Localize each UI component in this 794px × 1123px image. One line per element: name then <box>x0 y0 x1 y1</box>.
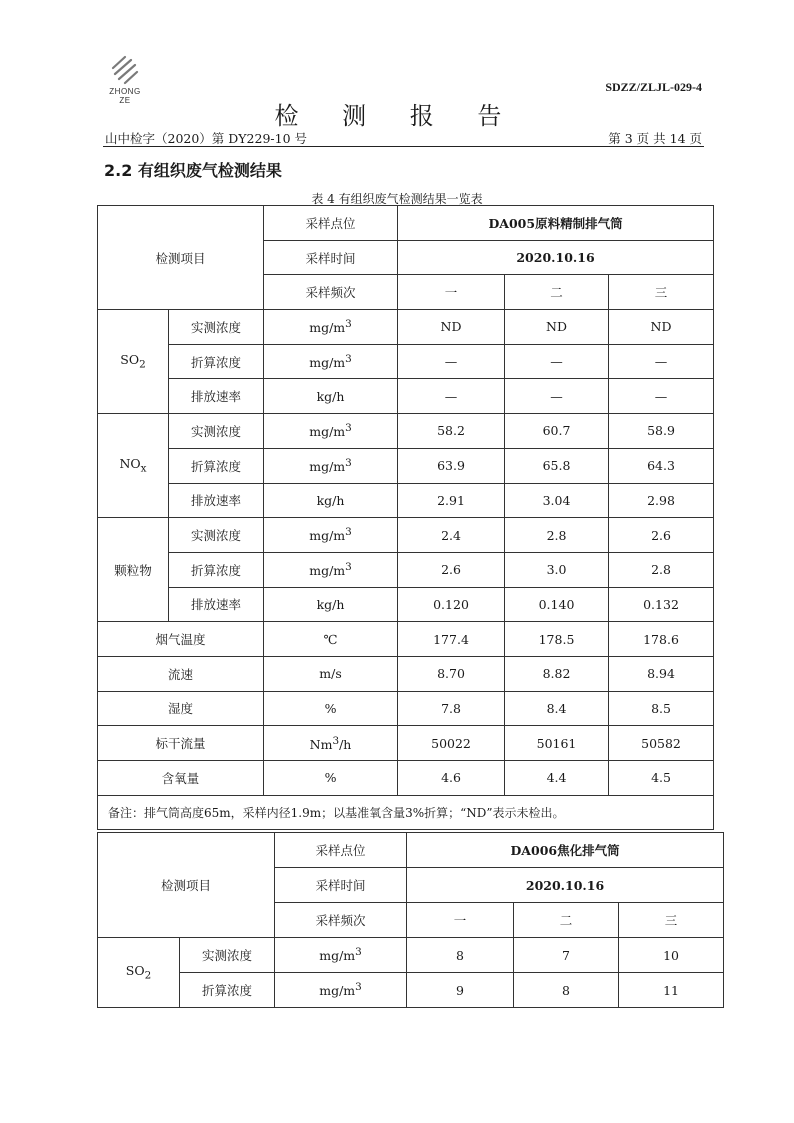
value-cell: — <box>398 344 505 379</box>
row-label: 折算浓度 <box>169 344 264 379</box>
value-cell: 4.5 <box>609 761 714 796</box>
pollutant-so2: $SO_2$ <box>98 310 169 414</box>
value-cell: 60.7 <box>505 414 609 449</box>
freq-1: 一 <box>398 275 505 310</box>
table-row <box>98 344 714 379</box>
value-cell: 177.4 <box>398 622 505 657</box>
sampling-point-value: DA006焦化排气筒 <box>407 833 724 868</box>
sampling-time-label: 采样时间 <box>264 240 398 275</box>
freq-3: 三 <box>609 275 714 310</box>
unit-cell: Nm$^3$/h <box>264 726 398 761</box>
row-label: 排放速率 <box>169 483 264 518</box>
table-note: 备注：排气筒高度65m，采样内径1.9m；以基准氧含量3%折算；“ND”表示未检出。 <box>98 795 714 830</box>
unit-cell: kg/h <box>264 483 398 518</box>
unit-cell: $mg/m^3$ <box>275 973 407 1008</box>
table-row <box>98 795 714 830</box>
unit-cell: $mg/m^3$ <box>264 448 398 483</box>
table-row <box>98 379 714 414</box>
value-cell: ND <box>609 310 714 345</box>
row-label: 折算浓度 <box>169 552 264 587</box>
table-row <box>98 448 714 483</box>
table-row <box>98 656 714 691</box>
value-cell: 8.94 <box>609 656 714 691</box>
value-cell: 58.9 <box>609 414 714 449</box>
row-label: 折算浓度 <box>180 973 275 1008</box>
value-cell: 7.8 <box>398 691 505 726</box>
value-cell: 0.132 <box>609 587 714 622</box>
header-divider <box>103 146 704 147</box>
unit-cell: $mg/m^3$ <box>264 518 398 553</box>
unit-cell: $mg/m^3$ <box>264 344 398 379</box>
sampling-freq-label: 采样频次 <box>264 275 398 310</box>
unit-cell: % <box>264 761 398 796</box>
table-caption: 表 4 有组织废气检测结果一览表 <box>311 192 483 206</box>
value-cell: 7 <box>514 938 619 973</box>
row-label: 排放速率 <box>169 379 264 414</box>
sampling-freq-label: 采样频次 <box>275 903 407 938</box>
value-cell: 3.0 <box>505 552 609 587</box>
unit-cell: $mg/m^3$ <box>264 552 398 587</box>
value-cell: 2.91 <box>398 483 505 518</box>
document-code: SDZZ/ZLJL-029-4 <box>605 80 702 94</box>
table-row <box>98 726 714 761</box>
value-cell: 178.6 <box>609 622 714 657</box>
row-label: 实测浓度 <box>169 414 264 449</box>
value-cell: 63.9 <box>398 448 505 483</box>
param-oxygen: 含氧量 <box>98 761 264 796</box>
value-cell: 64.3 <box>609 448 714 483</box>
value-cell: 4.6 <box>398 761 505 796</box>
value-cell: 50161 <box>505 726 609 761</box>
param-humidity: 湿度 <box>98 691 264 726</box>
value-cell: — <box>505 379 609 414</box>
test-item-header: 检测项目 <box>98 833 275 938</box>
value-cell: — <box>505 344 609 379</box>
value-cell: 0.140 <box>505 587 609 622</box>
value-cell: 8.4 <box>505 691 609 726</box>
param-velocity: 流速 <box>98 656 264 691</box>
value-cell: 4.4 <box>505 761 609 796</box>
sampling-time-label: 采样时间 <box>275 868 407 903</box>
value-cell: 178.5 <box>505 622 609 657</box>
value-cell: 9 <box>407 973 514 1008</box>
unit-cell: kg/h <box>264 379 398 414</box>
param-dry-flow: 标干流量 <box>98 726 264 761</box>
value-cell: — <box>609 344 714 379</box>
results-table-da005 <box>97 205 714 830</box>
table-row <box>98 310 714 345</box>
value-cell: 3.04 <box>505 483 609 518</box>
value-cell: 10 <box>619 938 724 973</box>
value-cell: 50582 <box>609 726 714 761</box>
value-cell: 8 <box>514 973 619 1008</box>
unit-cell: kg/h <box>264 587 398 622</box>
row-label: 实测浓度 <box>169 310 264 345</box>
sampling-time-value: 2020.10.16 <box>398 240 714 275</box>
pollutant-particulate: 颗粒物 <box>98 518 169 622</box>
value-cell: 0.120 <box>398 587 505 622</box>
table-row <box>98 973 724 1008</box>
table-row <box>98 622 714 657</box>
pollutant-nox: $NO_x$ <box>98 414 169 518</box>
table-row <box>98 761 714 796</box>
table-row <box>98 938 724 973</box>
report-title: 检 测 报 告 <box>274 102 520 130</box>
table-row <box>98 483 714 518</box>
value-cell: ND <box>398 310 505 345</box>
sampling-point-value: DA005原料精制排气筒 <box>398 206 714 241</box>
value-cell: 2.6 <box>398 552 505 587</box>
sampling-time-value: 2020.10.16 <box>407 868 724 903</box>
unit-cell: ℃ <box>264 622 398 657</box>
value-cell: ND <box>505 310 609 345</box>
value-cell: 8.70 <box>398 656 505 691</box>
freq-2: 二 <box>514 903 619 938</box>
unit-cell: $mg/m^3$ <box>275 938 407 973</box>
value-cell: 2.8 <box>609 552 714 587</box>
value-cell: 11 <box>619 973 724 1008</box>
unit-cell: % <box>264 691 398 726</box>
value-cell: 2.8 <box>505 518 609 553</box>
unit-cell: m/s <box>264 656 398 691</box>
value-cell: — <box>609 379 714 414</box>
value-cell: 8.5 <box>609 691 714 726</box>
row-label: 排放速率 <box>169 587 264 622</box>
row-label: 实测浓度 <box>169 518 264 553</box>
param-flue-temp: 烟气温度 <box>98 622 264 657</box>
sampling-point-label: 采样点位 <box>275 833 407 868</box>
table-row <box>98 552 714 587</box>
freq-2: 二 <box>505 275 609 310</box>
table-row <box>98 518 714 553</box>
value-cell: 50022 <box>398 726 505 761</box>
value-cell: 2.98 <box>609 483 714 518</box>
unit-cell: $mg/m^3$ <box>264 414 398 449</box>
logo-text: ZHONG ZE <box>109 87 141 105</box>
freq-3: 三 <box>619 903 724 938</box>
row-label: 折算浓度 <box>169 448 264 483</box>
page-info: 第 3 页 共 14 页 <box>608 131 702 146</box>
freq-1: 一 <box>407 903 514 938</box>
value-cell: 8 <box>407 938 514 973</box>
report-number: 山中检字（2020）第 DY229-10 号 <box>105 131 308 146</box>
pollutant-so2: $SO_2$ <box>98 938 180 1008</box>
sampling-point-label: 采样点位 <box>264 206 398 241</box>
value-cell: 58.2 <box>398 414 505 449</box>
table-row <box>98 414 714 449</box>
logo-mark-icon <box>103 54 147 86</box>
value-cell: 8.82 <box>505 656 609 691</box>
table-row <box>98 587 714 622</box>
test-item-header: 检测项目 <box>98 206 264 310</box>
row-label: 实测浓度 <box>180 938 275 973</box>
value-cell: 65.8 <box>505 448 609 483</box>
table-row <box>98 691 714 726</box>
value-cell: — <box>398 379 505 414</box>
value-cell: 2.6 <box>609 518 714 553</box>
value-cell: 2.4 <box>398 518 505 553</box>
section-title: 2.2 有组织废气检测结果 <box>104 161 282 180</box>
unit-cell: $mg/m^3$ <box>264 310 398 345</box>
results-table-da006 <box>97 832 724 1008</box>
